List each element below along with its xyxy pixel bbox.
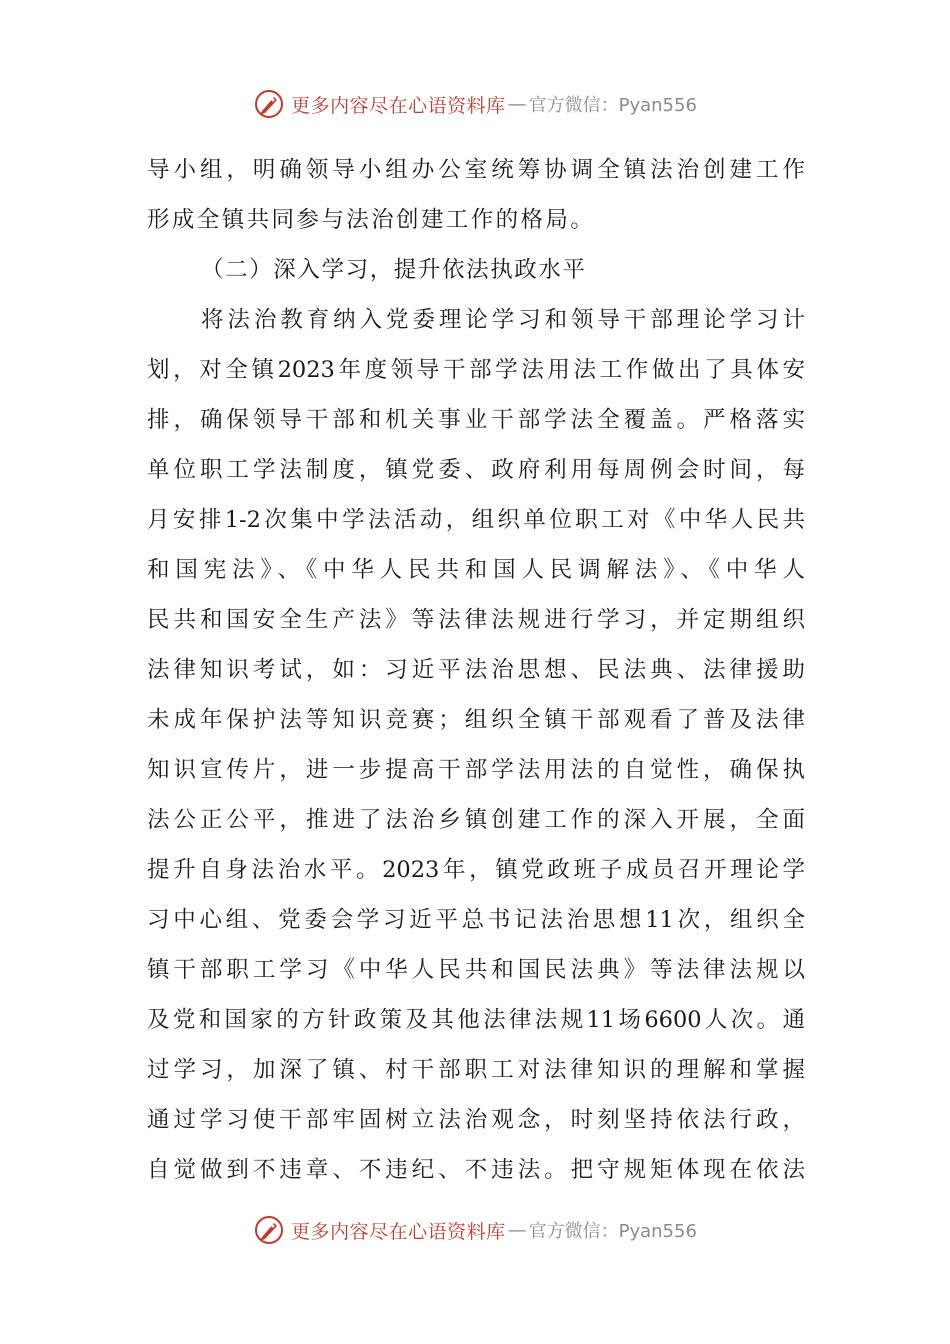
body-line: 法律知识考试，如：习近平法治思想、民法典、法律援助 xyxy=(147,657,805,683)
watermark-brand: 更多内容尽在心语资料库 xyxy=(291,94,506,117)
body-line: 通过学习使干部牢固树立法治观念，时刻坚持依法行政， xyxy=(147,1107,805,1133)
body-line: 未成年保护法等知识竞赛；组织全镇干部观看了普及法律 xyxy=(147,707,805,733)
watermark-header xyxy=(0,84,950,124)
body-line: 提升自身法治水平。2023年，镇党政班子成员召开理论学 xyxy=(147,857,805,883)
watermark-footer xyxy=(0,1210,950,1250)
body-line: 单位职工学法制度，镇党委、政府利用每周例会时间，每 xyxy=(147,457,805,483)
pen-nib-logo-icon xyxy=(253,88,285,120)
body-line: 排，确保领导干部和机关事业干部学法全覆盖。严格落实 xyxy=(147,407,805,433)
body-line: 习中心组、党委会学习近平总书记法治思想11次，组织全 xyxy=(147,907,805,933)
body-line: 法公正公平，推进了法治乡镇创建工作的深入开展，全面 xyxy=(147,807,805,833)
body-line: 镇干部职工学习《中华人民共和国民法典》等法律法规以 xyxy=(147,957,805,983)
document-body xyxy=(147,145,805,1195)
body-line: 民共和国安全生产法》等法律法规进行学习，并定期组织 xyxy=(147,607,805,633)
body-line: 月安排1-2次集中学法活动，组织单位职工对《中华人民共 xyxy=(147,507,805,533)
watermark-brand: 更多内容尽在心语资料库 xyxy=(291,1220,506,1243)
watermark-contact: 官方微信：Pyan556 xyxy=(528,1221,697,1242)
body-line: 过学习，加深了镇、村干部职工对法律知识的理解和掌握 xyxy=(147,1057,805,1083)
watermark-contact: 官方微信：Pyan556 xyxy=(528,95,697,116)
body-line: 知识宣传片，进一步提高干部学法用法的自觉性，确保执 xyxy=(147,757,805,783)
watermark-dash: — xyxy=(507,1219,527,1241)
watermark-dash: — xyxy=(507,93,527,115)
section-heading: （二）深入学习，提升依法执政水平 xyxy=(201,257,587,283)
body-line: 及党和国家的方针政策及其他法律法规11场6600人次。通 xyxy=(147,1007,805,1033)
body-line: 将法治教育纳入党委理论学习和领导干部理论学习计 xyxy=(201,307,805,333)
body-line: 形成全镇共同参与法治创建工作的格局。 xyxy=(147,207,596,233)
body-line: 自觉做到不违章、不违纪、不违法。把守规矩体现在依法 xyxy=(147,1157,805,1183)
body-line: 和国宪法》、《中华人民共和国人民调解法》、《中华人 xyxy=(147,557,805,583)
body-line: 划，对全镇2023年度领导干部学法用法工作做出了具体安 xyxy=(147,357,805,383)
pen-nib-logo-icon xyxy=(253,1214,285,1246)
body-line: 导小组，明确领导小组办公室统筹协调全镇法治创建工作 xyxy=(147,157,805,183)
